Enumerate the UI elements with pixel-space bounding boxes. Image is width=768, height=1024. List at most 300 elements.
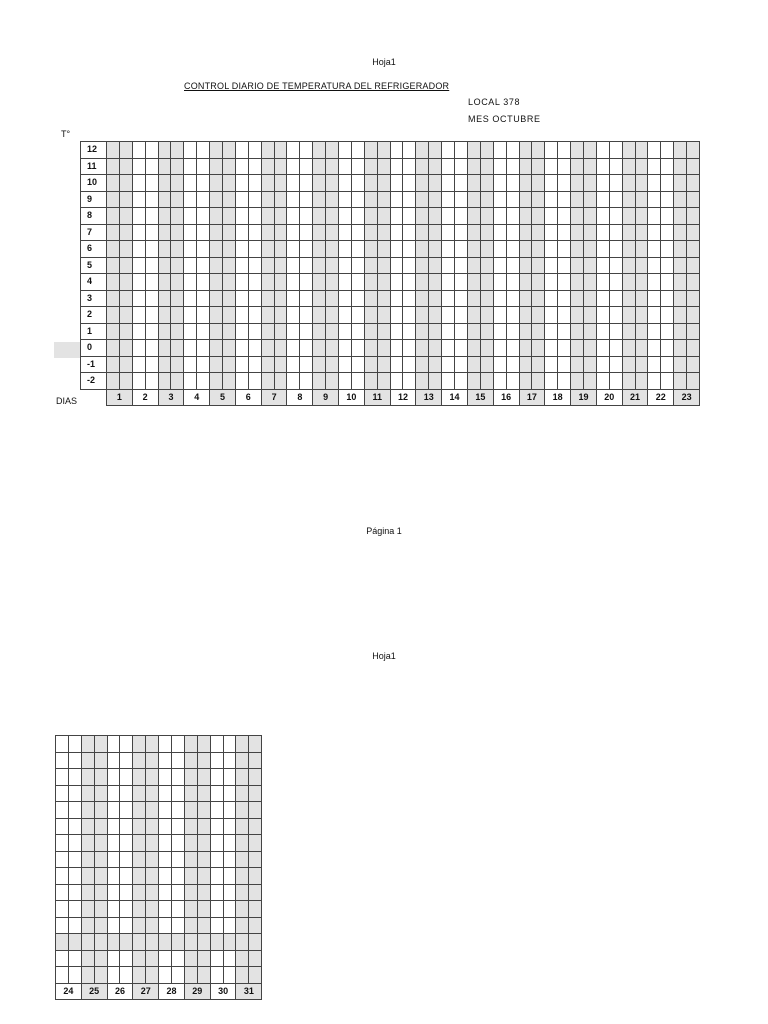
temperature-cell[interactable] [235,208,248,225]
temperature-cell[interactable] [416,257,429,274]
temperature-cell[interactable] [235,373,248,390]
temperature-cell[interactable] [158,224,171,241]
temperature-cell[interactable] [184,785,197,802]
temperature-cell[interactable] [197,274,210,291]
temperature-cell[interactable] [326,257,339,274]
temperature-cell[interactable] [648,142,661,159]
temperature-cell[interactable] [648,241,661,258]
temperature-cell[interactable] [223,373,236,390]
temperature-cell[interactable] [364,340,377,357]
temperature-cell[interactable] [300,142,313,159]
temperature-cell[interactable] [172,950,185,967]
temperature-cell[interactable] [197,736,210,753]
temperature-cell[interactable] [235,274,248,291]
temperature-cell[interactable] [132,373,145,390]
temperature-cell[interactable] [261,208,274,225]
temperature-cell[interactable] [558,142,571,159]
temperature-cell[interactable] [146,736,159,753]
temperature-cell[interactable] [326,373,339,390]
temperature-cell[interactable] [132,224,145,241]
temperature-cell[interactable] [94,868,107,885]
temperature-cell[interactable] [107,356,120,373]
temperature-cell[interactable] [223,175,236,192]
temperature-cell[interactable] [622,373,635,390]
temperature-cell[interactable] [210,340,223,357]
temperature-cell[interactable] [467,307,480,324]
temperature-cell[interactable] [68,769,81,786]
temperature-cell[interactable] [210,224,223,241]
temperature-cell[interactable] [493,274,506,291]
temperature-cell[interactable] [68,884,81,901]
temperature-cell[interactable] [119,340,132,357]
temperature-cell[interactable] [609,290,622,307]
temperature-cell[interactable] [120,884,133,901]
temperature-cell[interactable] [94,769,107,786]
temperature-cell[interactable] [313,241,326,258]
temperature-cell[interactable] [159,752,172,769]
temperature-cell[interactable] [609,208,622,225]
temperature-cell[interactable] [68,851,81,868]
temperature-cell[interactable] [133,769,146,786]
temperature-cell[interactable] [197,835,210,852]
temperature-cell[interactable] [197,257,210,274]
temperature-cell[interactable] [210,736,223,753]
temperature-cell[interactable] [248,241,261,258]
temperature-cell[interactable] [403,175,416,192]
temperature-cell[interactable] [532,191,545,208]
temperature-cell[interactable] [390,142,403,159]
temperature-cell[interactable] [674,191,687,208]
temperature-cell[interactable] [68,868,81,885]
temperature-cell[interactable] [56,752,69,769]
temperature-cell[interactable] [133,950,146,967]
temperature-cell[interactable] [235,307,248,324]
temperature-cell[interactable] [223,241,236,258]
temperature-cell[interactable] [674,208,687,225]
temperature-cell[interactable] [223,142,236,159]
temperature-cell[interactable] [235,323,248,340]
temperature-cell[interactable] [596,224,609,241]
temperature-cell[interactable] [480,323,493,340]
temperature-cell[interactable] [635,340,648,357]
temperature-cell[interactable] [403,323,416,340]
temperature-cell[interactable] [171,356,184,373]
temperature-cell[interactable] [172,736,185,753]
temperature-cell[interactable] [364,175,377,192]
temperature-cell[interactable] [107,257,120,274]
temperature-cell[interactable] [480,290,493,307]
temperature-cell[interactable] [235,356,248,373]
temperature-cell[interactable] [622,274,635,291]
temperature-cell[interactable] [261,257,274,274]
temperature-cell[interactable] [287,373,300,390]
temperature-cell[interactable] [558,373,571,390]
temperature-cell[interactable] [519,208,532,225]
temperature-cell[interactable] [158,158,171,175]
temperature-cell[interactable] [172,802,185,819]
temperature-cell[interactable] [648,323,661,340]
temperature-cell[interactable] [159,934,172,951]
temperature-cell[interactable] [506,290,519,307]
temperature-cell[interactable] [184,967,197,984]
temperature-cell[interactable] [235,241,248,258]
temperature-cell[interactable] [172,884,185,901]
temperature-cell[interactable] [261,373,274,390]
temperature-cell[interactable] [571,191,584,208]
temperature-cell[interactable] [609,307,622,324]
temperature-cell[interactable] [571,142,584,159]
temperature-cell[interactable] [133,818,146,835]
temperature-cell[interactable] [687,158,700,175]
temperature-cell[interactable] [107,175,120,192]
temperature-cell[interactable] [339,191,352,208]
temperature-cell[interactable] [107,851,120,868]
temperature-cell[interactable] [249,851,262,868]
temperature-cell[interactable] [210,208,223,225]
temperature-cell[interactable] [120,752,133,769]
temperature-cell[interactable] [133,934,146,951]
temperature-cell[interactable] [377,307,390,324]
temperature-cell[interactable] [184,290,197,307]
temperature-cell[interactable] [197,224,210,241]
temperature-cell[interactable] [480,224,493,241]
temperature-cell[interactable] [313,274,326,291]
temperature-cell[interactable] [132,257,145,274]
temperature-cell[interactable] [364,274,377,291]
temperature-cell[interactable] [107,752,120,769]
temperature-cell[interactable] [583,290,596,307]
temperature-cell[interactable] [81,950,94,967]
temperature-cell[interactable] [571,241,584,258]
temperature-cell[interactable] [545,208,558,225]
temperature-cell[interactable] [661,257,674,274]
temperature-cell[interactable] [467,158,480,175]
temperature-cell[interactable] [545,191,558,208]
temperature-cell[interactable] [506,142,519,159]
temperature-cell[interactable] [159,868,172,885]
temperature-cell[interactable] [480,373,493,390]
temperature-cell[interactable] [429,175,442,192]
temperature-cell[interactable] [81,967,94,984]
temperature-cell[interactable] [81,818,94,835]
temperature-cell[interactable] [596,175,609,192]
temperature-cell[interactable] [132,307,145,324]
temperature-cell[interactable] [635,356,648,373]
temperature-cell[interactable] [687,175,700,192]
temperature-cell[interactable] [339,175,352,192]
temperature-cell[interactable] [197,950,210,967]
temperature-cell[interactable] [197,851,210,868]
temperature-cell[interactable] [493,257,506,274]
temperature-cell[interactable] [429,241,442,258]
temperature-cell[interactable] [300,208,313,225]
temperature-cell[interactable] [596,208,609,225]
temperature-cell[interactable] [532,373,545,390]
temperature-cell[interactable] [480,142,493,159]
temperature-cell[interactable] [171,340,184,357]
temperature-cell[interactable] [622,158,635,175]
temperature-cell[interactable] [120,769,133,786]
temperature-cell[interactable] [506,175,519,192]
temperature-cell[interactable] [403,142,416,159]
temperature-cell[interactable] [119,290,132,307]
temperature-cell[interactable] [339,307,352,324]
temperature-cell[interactable] [429,257,442,274]
temperature-cell[interactable] [390,257,403,274]
temperature-cell[interactable] [249,917,262,934]
temperature-cell[interactable] [235,142,248,159]
temperature-cell[interactable] [223,208,236,225]
temperature-cell[interactable] [532,142,545,159]
temperature-cell[interactable] [442,274,455,291]
temperature-cell[interactable] [287,158,300,175]
temperature-cell[interactable] [493,158,506,175]
temperature-cell[interactable] [145,241,158,258]
temperature-cell[interactable] [390,224,403,241]
temperature-cell[interactable] [493,142,506,159]
temperature-cell[interactable] [390,191,403,208]
temperature-cell[interactable] [132,191,145,208]
temperature-cell[interactable] [493,290,506,307]
temperature-cell[interactable] [326,323,339,340]
temperature-cell[interactable] [197,802,210,819]
temperature-cell[interactable] [416,241,429,258]
temperature-cell[interactable] [197,356,210,373]
temperature-cell[interactable] [622,175,635,192]
temperature-cell[interactable] [158,257,171,274]
temperature-cell[interactable] [107,224,120,241]
temperature-cell[interactable] [661,158,674,175]
temperature-cell[interactable] [68,835,81,852]
temperature-cell[interactable] [390,340,403,357]
temperature-cell[interactable] [145,191,158,208]
temperature-cell[interactable] [56,785,69,802]
temperature-cell[interactable] [223,307,236,324]
temperature-cell[interactable] [68,917,81,934]
temperature-cell[interactable] [377,191,390,208]
temperature-cell[interactable] [377,208,390,225]
temperature-cell[interactable] [326,274,339,291]
temperature-cell[interactable] [94,736,107,753]
temperature-cell[interactable] [68,736,81,753]
temperature-cell[interactable] [81,752,94,769]
temperature-cell[interactable] [480,158,493,175]
temperature-cell[interactable] [571,224,584,241]
temperature-cell[interactable] [687,224,700,241]
temperature-cell[interactable] [429,340,442,357]
temperature-cell[interactable] [120,901,133,918]
temperature-cell[interactable] [223,917,236,934]
temperature-cell[interactable] [519,290,532,307]
temperature-cell[interactable] [119,241,132,258]
temperature-cell[interactable] [261,290,274,307]
temperature-cell[interactable] [313,340,326,357]
temperature-cell[interactable] [223,769,236,786]
temperature-cell[interactable] [571,158,584,175]
temperature-cell[interactable] [261,356,274,373]
temperature-cell[interactable] [506,158,519,175]
temperature-cell[interactable] [635,191,648,208]
temperature-cell[interactable] [467,340,480,357]
temperature-cell[interactable] [210,934,223,951]
temperature-cell[interactable] [68,785,81,802]
temperature-cell[interactable] [583,356,596,373]
temperature-cell[interactable] [249,752,262,769]
temperature-cell[interactable] [300,158,313,175]
temperature-cell[interactable] [94,818,107,835]
temperature-cell[interactable] [171,241,184,258]
temperature-cell[interactable] [596,356,609,373]
temperature-cell[interactable] [223,934,236,951]
temperature-cell[interactable] [68,752,81,769]
temperature-cell[interactable] [210,241,223,258]
temperature-cell[interactable] [455,158,468,175]
temperature-cell[interactable] [558,257,571,274]
temperature-cell[interactable] [210,884,223,901]
temperature-cell[interactable] [351,307,364,324]
temperature-cell[interactable] [455,208,468,225]
temperature-cell[interactable] [313,224,326,241]
temperature-cell[interactable] [184,158,197,175]
temperature-cell[interactable] [56,736,69,753]
temperature-cell[interactable] [300,257,313,274]
temperature-cell[interactable] [519,274,532,291]
temperature-cell[interactable] [184,868,197,885]
temperature-cell[interactable] [94,835,107,852]
temperature-cell[interactable] [648,340,661,357]
temperature-cell[interactable] [146,752,159,769]
temperature-cell[interactable] [223,868,236,885]
temperature-cell[interactable] [558,323,571,340]
temperature-cell[interactable] [596,290,609,307]
temperature-cell[interactable] [119,142,132,159]
temperature-cell[interactable] [184,142,197,159]
temperature-cell[interactable] [172,752,185,769]
temperature-cell[interactable] [390,373,403,390]
temperature-cell[interactable] [429,274,442,291]
temperature-cell[interactable] [248,224,261,241]
temperature-cell[interactable] [635,241,648,258]
temperature-cell[interactable] [622,208,635,225]
temperature-cell[interactable] [120,967,133,984]
temperature-cell[interactable] [442,307,455,324]
temperature-cell[interactable] [364,257,377,274]
temperature-cell[interactable] [326,191,339,208]
temperature-cell[interactable] [248,356,261,373]
temperature-cell[interactable] [532,257,545,274]
temperature-cell[interactable] [545,241,558,258]
temperature-cell[interactable] [146,802,159,819]
temperature-cell[interactable] [635,175,648,192]
temperature-cell[interactable] [674,356,687,373]
temperature-cell[interactable] [545,158,558,175]
temperature-cell[interactable] [184,917,197,934]
temperature-cell[interactable] [442,257,455,274]
temperature-cell[interactable] [184,257,197,274]
temperature-cell[interactable] [661,373,674,390]
temperature-cell[interactable] [674,257,687,274]
temperature-cell[interactable] [583,274,596,291]
temperature-cell[interactable] [480,340,493,357]
temperature-cell[interactable] [545,257,558,274]
temperature-cell[interactable] [133,752,146,769]
temperature-cell[interactable] [571,340,584,357]
temperature-cell[interactable] [506,323,519,340]
temperature-cell[interactable] [455,241,468,258]
temperature-cell[interactable] [442,158,455,175]
temperature-cell[interactable] [171,290,184,307]
temperature-cell[interactable] [635,290,648,307]
temperature-cell[interactable] [300,356,313,373]
temperature-cell[interactable] [133,917,146,934]
temperature-cell[interactable] [261,274,274,291]
temperature-cell[interactable] [532,175,545,192]
temperature-cell[interactable] [532,241,545,258]
temperature-cell[interactable] [210,835,223,852]
temperature-cell[interactable] [223,323,236,340]
temperature-cell[interactable] [107,290,120,307]
temperature-cell[interactable] [674,340,687,357]
temperature-cell[interactable] [545,290,558,307]
temperature-cell[interactable] [532,307,545,324]
temperature-cell[interactable] [416,208,429,225]
temperature-cell[interactable] [442,340,455,357]
temperature-cell[interactable] [81,785,94,802]
temperature-cell[interactable] [519,340,532,357]
temperature-cell[interactable] [158,373,171,390]
temperature-cell[interactable] [184,884,197,901]
temperature-cell[interactable] [506,307,519,324]
temperature-cell[interactable] [223,950,236,967]
temperature-cell[interactable] [571,257,584,274]
temperature-cell[interactable] [107,967,120,984]
temperature-cell[interactable] [687,307,700,324]
temperature-cell[interactable] [107,950,120,967]
temperature-cell[interactable] [94,934,107,951]
temperature-cell[interactable] [107,241,120,258]
temperature-cell[interactable] [210,785,223,802]
temperature-cell[interactable] [403,373,416,390]
temperature-cell[interactable] [56,818,69,835]
temperature-cell[interactable] [107,769,120,786]
temperature-cell[interactable] [390,356,403,373]
temperature-cell[interactable] [120,868,133,885]
temperature-cell[interactable] [635,158,648,175]
temperature-cell[interactable] [171,191,184,208]
temperature-cell[interactable] [480,274,493,291]
temperature-cell[interactable] [145,373,158,390]
temperature-cell[interactable] [197,769,210,786]
temperature-cell[interactable] [339,373,352,390]
temperature-cell[interactable] [622,307,635,324]
temperature-cell[interactable] [442,323,455,340]
temperature-cell[interactable] [390,290,403,307]
temperature-cell[interactable] [56,950,69,967]
temperature-cell[interactable] [287,257,300,274]
temperature-cell[interactable] [351,290,364,307]
temperature-cell[interactable] [493,323,506,340]
temperature-cell[interactable] [364,142,377,159]
temperature-cell[interactable] [107,340,120,357]
temperature-cell[interactable] [236,835,249,852]
temperature-cell[interactable] [635,274,648,291]
temperature-cell[interactable] [661,142,674,159]
temperature-cell[interactable] [133,901,146,918]
temperature-cell[interactable] [94,785,107,802]
temperature-cell[interactable] [172,917,185,934]
temperature-cell[interactable] [159,917,172,934]
temperature-cell[interactable] [261,175,274,192]
